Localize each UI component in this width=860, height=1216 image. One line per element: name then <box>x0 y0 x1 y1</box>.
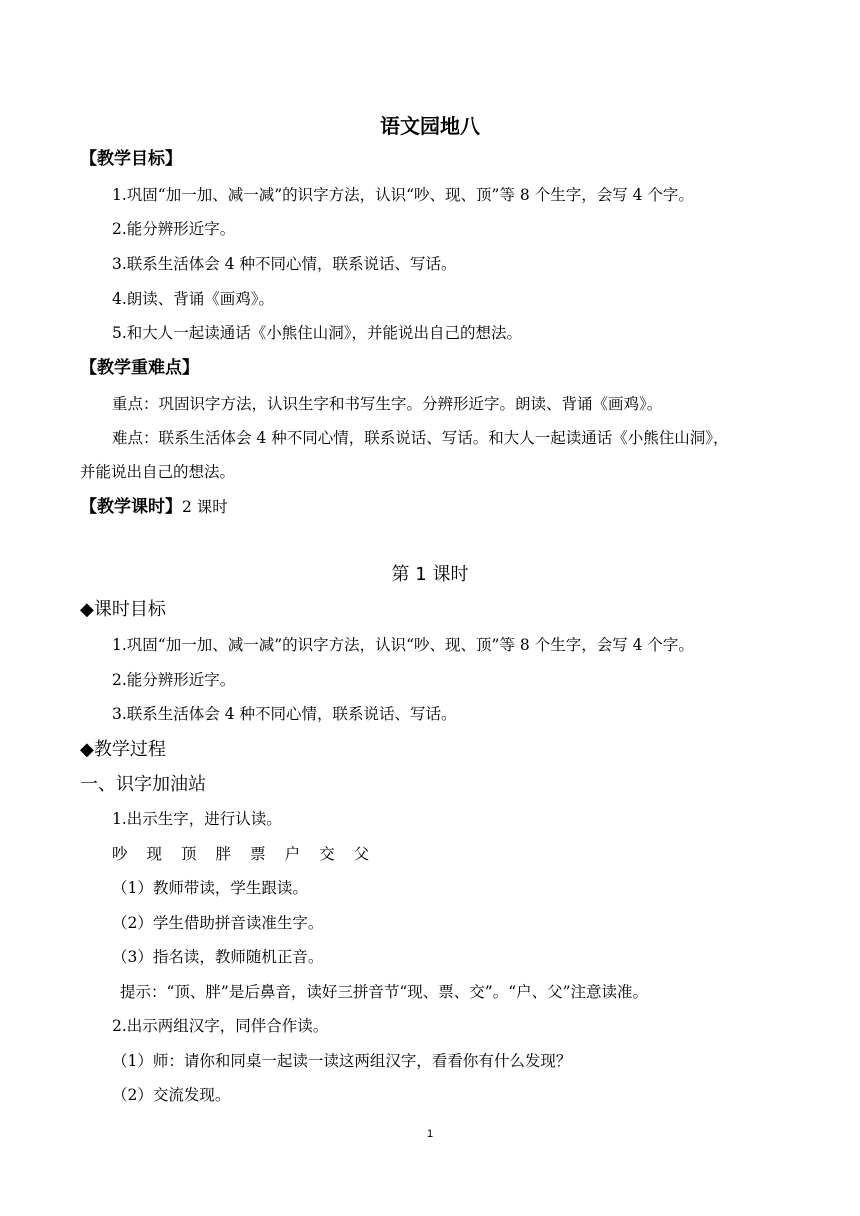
character: 票 <box>250 845 266 863</box>
hours-heading: 【教学课时】 <box>80 497 182 517</box>
tip: 提示：“顶、胖”是后鼻音，读好三拼音节“现、票、交”。“户、父”注意读准。 <box>120 983 649 1001</box>
part1-heading: 一、识字加油站 <box>80 774 206 795</box>
step1: 1.出示生字，进行认读。 <box>112 810 282 828</box>
lesson-goals-heading: ◆课时目标 <box>80 599 166 620</box>
goal-item: 5.和大人一起读通话《小熊住山洞》，并能说出自己的想法。 <box>112 324 523 342</box>
step2: 2.出示两组汉字，同伴合作读。 <box>112 1017 329 1035</box>
lesson-goal-item: 1.巩固“加一加、减一减”的识字方法，认识“吵、现、顶”等 8 个生字，会写 4 个字。 <box>112 636 694 654</box>
lesson-goal-item: 2.能分辨形近字。 <box>112 671 236 689</box>
step1-item: （1）教师带读，学生跟读。 <box>112 879 308 897</box>
character: 交 <box>319 845 335 863</box>
process-heading: ◆教学过程 <box>80 739 166 760</box>
character: 吵 <box>112 845 128 863</box>
character: 户 <box>284 845 301 863</box>
goal-item: 2.能分辨形近字。 <box>112 220 236 238</box>
keypoint-key: 重点：巩固识字方法，认识生字和书写生字。分辨形近字。朗读、背诵《画鸡》。 <box>112 395 663 413</box>
lesson-title: 第 1 课时 <box>391 564 469 585</box>
character: 顶 <box>181 845 197 863</box>
hours-value: 2 课时 <box>182 498 228 516</box>
keypoint-difficult: 难点：联系生活体会 4 种不同心情，联系说话、写话。和大人一起读通话《小熊住山洞》， <box>112 429 729 447</box>
step1-item: （3）指名读，教师随机正音。 <box>112 948 324 966</box>
goal-item: 4.朗读、背诵《画鸡》。 <box>112 290 275 308</box>
goal-item: 1.巩固“加一加、减一减”的识字方法，认识“吵、现、顶”等 8 个生字，会写 4 个字。 <box>112 186 694 204</box>
page-number: 1 <box>426 1128 434 1140</box>
hours-line <box>80 495 780 519</box>
keypoint-difficult-cont: 并能说出自己的想法。 <box>80 463 236 481</box>
step2-item: （2）交流发现。 <box>112 1086 231 1104</box>
character-list <box>112 843 780 865</box>
document-title: 语文园地八 <box>380 114 480 138</box>
goal-item: 3.联系生活体会 4 种不同心情，联系说话、写话。 <box>112 255 457 273</box>
step1-item: （2）学生借助拼音读准生字。 <box>112 914 324 932</box>
character: 胖 <box>215 845 232 863</box>
lesson-goal-item: 3.联系生活体会 4 种不同心情，联系说话、写话。 <box>112 705 457 723</box>
character: 父 <box>353 845 370 863</box>
character: 现 <box>146 845 163 863</box>
goals-heading: 【教学目标】 <box>80 149 182 169</box>
step2-item: （1）师：请你和同桌一起读一读这两组汉字，看看你有什么发现？ <box>112 1052 572 1070</box>
keypoints-heading: 【教学重难点】 <box>80 358 199 378</box>
